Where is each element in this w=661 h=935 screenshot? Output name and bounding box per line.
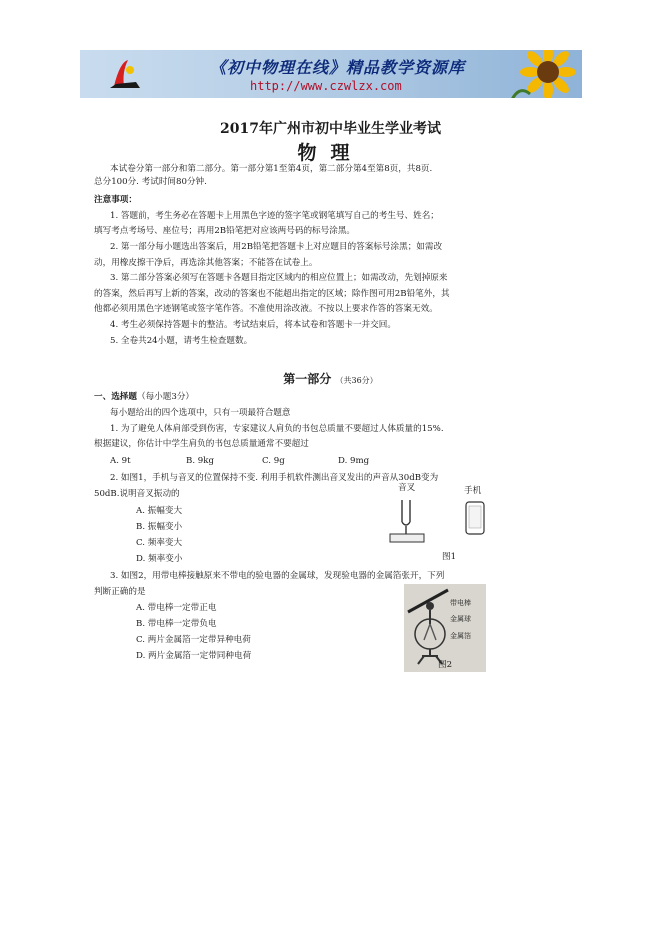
q3-option-b: B. 带电棒一定带负电 bbox=[136, 619, 217, 629]
fig1-label-phone: 手机 bbox=[464, 486, 482, 496]
q1-option-d: D. 9mg bbox=[338, 456, 370, 466]
exam-subject: 物理 bbox=[297, 142, 364, 164]
q3-option-a: A. 带电棒一定带正电 bbox=[136, 603, 217, 613]
q1-option-a: A. 9t bbox=[110, 456, 131, 466]
note-line: 5. 全卷共24小题，请考生检查题数。 bbox=[110, 336, 253, 346]
banner-title: 《初中物理在线》精品教学资源库 bbox=[210, 58, 466, 77]
note-line: 动，用橡皮擦干净后，再选涂其他答案；不能答在试卷上。 bbox=[94, 258, 318, 268]
notes-heading: 注意事项： bbox=[94, 195, 137, 205]
fig2-label-ball: 金属球 bbox=[450, 615, 471, 623]
q2-option-b: B. 振幅变小 bbox=[136, 522, 183, 532]
section1-score: （每小题3分） bbox=[136, 392, 195, 402]
q1-option-c: C. 9g bbox=[262, 456, 285, 466]
note-line: 2. 第一部分每小题选出答案后，用2B铅笔把答题卡上对应题目的答案标号涂黑；如需改 bbox=[110, 242, 443, 252]
note-line: 3. 第二部分答案必须写在答题卡各题目指定区域内的相应位置上；如需改动，先划掉原来 bbox=[110, 273, 448, 283]
part1-title: 第一部分 bbox=[283, 372, 332, 386]
section1-heading-line bbox=[94, 392, 194, 403]
header-banner bbox=[80, 50, 582, 98]
fig1-label-fork: 音叉 bbox=[398, 483, 416, 493]
section1-heading: 一、选择题 bbox=[94, 392, 137, 402]
q3-option-d: D. 两片金属箔一定带同种电荷 bbox=[136, 651, 252, 661]
q3-stem: 3. 如图2，用带电棒接触原来不带电的验电器的金属球，发现验电器的金属箔张开，下列 bbox=[110, 571, 445, 581]
note-line: 4. 考生必须保持答题卡的整洁。考试结束后，将本试卷和答题卡一并交回。 bbox=[110, 320, 396, 330]
q2-stem: 2. 如图1，手机与音叉的位置保持不变. 利用手机软件测出音叉发出的声音从30dB变为 bbox=[110, 473, 439, 483]
tuning-fork-and-phone-icon bbox=[380, 486, 510, 550]
figure-1 bbox=[380, 483, 510, 566]
intro-line-1: 本试卷分第一部分和第二部分。第一部分第1至第4页，第二部分第4至第8页，共8页. bbox=[110, 164, 433, 174]
site-logo-icon bbox=[106, 56, 144, 92]
q3-stem-cont: 判断正确的是 bbox=[94, 587, 146, 597]
q1-stem: 1. 为了避免人体肩部受到伤害，专家建议人肩负的书包总质量不要超过人体质量的15%. bbox=[110, 424, 444, 434]
note-line: 的答案，然后再写上新的答案，改动的答案也不能超出指定的区域；除作图可用2B铅笔外，其 bbox=[94, 289, 450, 299]
note-line: 填写考点考场号、座位号；再用2B铅笔把对应该两号码的标号涂黑。 bbox=[94, 226, 356, 236]
q2-stem-cont: 50dB.说明音叉振动的 bbox=[94, 489, 180, 499]
figure-2 bbox=[404, 584, 486, 672]
fig2-label-rod: 带电棒 bbox=[450, 599, 471, 607]
fig2-caption: 图2 bbox=[438, 660, 453, 670]
note-line: 他都必须用黑色字迹钢笔或签字笔作答。不准使用涂改液。不按以上要求作答的答案无效。 bbox=[94, 304, 438, 314]
electroscope-icon bbox=[404, 584, 486, 672]
fig1-caption: 图1 bbox=[442, 552, 457, 562]
q2-option-a: A. 振幅变大 bbox=[136, 506, 183, 516]
exam-title: 2017年广州市初中毕业生学业考试 bbox=[220, 121, 441, 137]
fig2-label-foil: 金属箔 bbox=[450, 632, 471, 640]
intro-line-2: 总分100分. 考试时间80分钟. bbox=[94, 177, 207, 187]
q1-option-b: B. 9kg bbox=[186, 456, 214, 466]
sunflower-icon bbox=[508, 50, 578, 98]
q2-option-c: C. 频率变大 bbox=[136, 538, 183, 548]
part1-heading bbox=[0, 370, 661, 387]
section1-instruction: 每小题给出的四个选项中，只有一项最符合题意 bbox=[110, 408, 291, 418]
q1-stem-cont: 根据建议，你估计中学生肩负的书包总质量通常不要超过 bbox=[94, 439, 309, 449]
part1-score: （共36分） bbox=[335, 376, 378, 385]
banner-url[interactable]: http://www.czwlzx.com bbox=[250, 79, 402, 93]
note-line: 1. 答题前，考生务必在答题卡上用黑色字迹的签字笔或钢笔填写自己的考生号、姓名； bbox=[110, 211, 439, 221]
q3-option-c: C. 两片金属箔一定带异种电荷 bbox=[136, 635, 251, 645]
q2-option-d: D. 频率变小 bbox=[136, 554, 183, 564]
